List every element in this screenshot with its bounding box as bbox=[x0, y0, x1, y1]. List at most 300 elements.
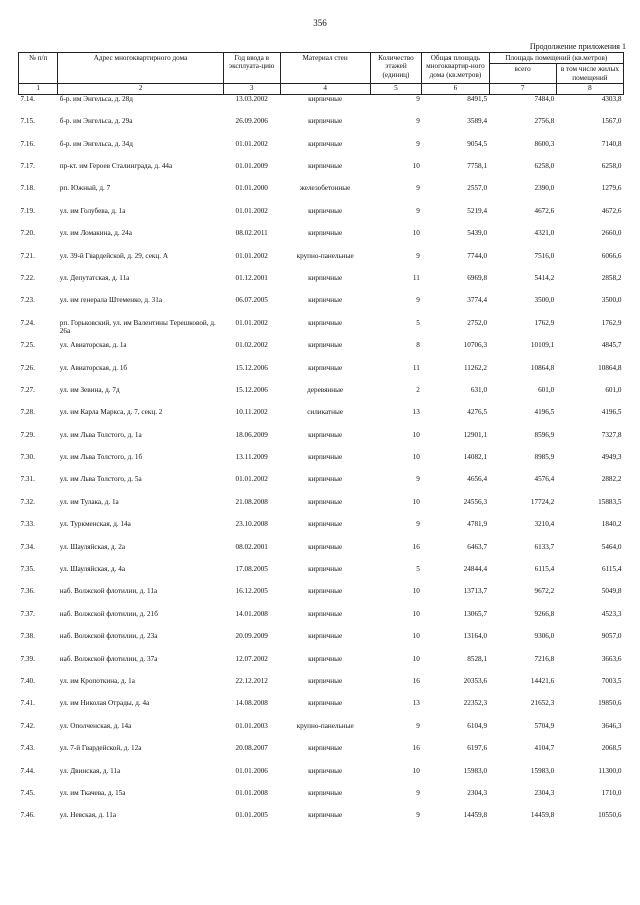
row-number-cell: 7.14. bbox=[20, 94, 35, 103]
residential-area-cell: 4845,7 bbox=[601, 341, 622, 350]
year-built-cell: 06.07.2005 bbox=[235, 296, 268, 305]
row-number-cell: 7.17. bbox=[20, 162, 35, 171]
address-cell: наб. Волжской флотилии, д. 11а bbox=[59, 587, 158, 596]
wall-material-cell: кирпичные bbox=[308, 430, 343, 439]
residential-area-cell: 4303,8 bbox=[601, 94, 622, 103]
premises-area-cell: 2756,8 bbox=[534, 117, 555, 126]
wall-material-cell: кирпичные bbox=[308, 587, 343, 596]
address-cell: ул. им Ткачева, д. 15а bbox=[59, 788, 126, 797]
address-cell: ул. Депутатская, д. 11а bbox=[59, 273, 130, 282]
premises-area-cell: 2304,3 bbox=[534, 788, 555, 797]
residential-area-cell: 7140,8 bbox=[601, 139, 622, 148]
address-cell: наб. Волжской флотилии, д. 37а bbox=[59, 654, 158, 663]
year-built-cell: 08.02.2001 bbox=[235, 542, 268, 551]
residential-area-cell: 6066,6 bbox=[601, 251, 622, 260]
premises-area-cell: 7484,0 bbox=[534, 94, 555, 103]
premises-area-cell: 2390,0 bbox=[534, 184, 555, 193]
address-cell: ул. Шауляйская, д. 4а bbox=[59, 565, 126, 574]
residential-area-cell: 5049,8 bbox=[601, 587, 622, 596]
residential-area-cell: 4949,3 bbox=[601, 453, 622, 462]
table-row bbox=[19, 655, 624, 677]
wall-material-cell: кирпичные bbox=[308, 565, 343, 574]
row-number-cell: 7.18. bbox=[20, 184, 35, 193]
row-number-cell: 7.33. bbox=[20, 520, 35, 529]
address-cell: ул. им Льва Толстого, д. 1а bbox=[59, 430, 142, 439]
row-number-cell: 7.40. bbox=[20, 677, 35, 685]
year-built-cell: 13.03.2002 bbox=[235, 94, 268, 103]
premises-area-cell: 14459,8 bbox=[530, 811, 555, 820]
row-number-cell: 7.24. bbox=[20, 318, 35, 327]
address-cell: ул. им генерала Штеменко, д. 31а bbox=[59, 296, 163, 305]
total-area-cell: 4781,9 bbox=[467, 520, 488, 529]
header-all: всего bbox=[489, 64, 556, 84]
total-area-cell: 12901,1 bbox=[463, 430, 488, 439]
residential-area-cell: 1840,2 bbox=[601, 520, 622, 529]
address-cell: ул. Двинская, д. 11а bbox=[59, 766, 121, 775]
year-built-cell: 01.01.2005 bbox=[235, 811, 268, 820]
total-area-cell: 7744,0 bbox=[467, 251, 488, 260]
row-number-cell: 7.19. bbox=[20, 206, 35, 215]
table-row bbox=[19, 117, 624, 139]
year-built-cell: 20.08.2007 bbox=[235, 744, 268, 753]
premises-area-cell: 10864,8 bbox=[530, 363, 555, 372]
housing-table bbox=[18, 52, 624, 834]
column-number: 1 bbox=[19, 83, 58, 94]
floors-cell: 9 bbox=[416, 184, 420, 193]
total-area-cell: 14082,1 bbox=[463, 453, 488, 462]
page-number: 356 bbox=[313, 18, 327, 28]
total-area-cell: 6969,8 bbox=[467, 273, 488, 282]
premises-area-cell: 5704,9 bbox=[534, 721, 555, 730]
premises-area-cell: 8596,9 bbox=[534, 430, 555, 439]
address-cell: ул. им Льва Толстого, д. 1б bbox=[59, 453, 143, 462]
year-built-cell: 08.02.2011 bbox=[235, 229, 268, 238]
table-row bbox=[19, 319, 624, 341]
header-row bbox=[19, 53, 624, 64]
floors-cell: 8 bbox=[416, 341, 420, 350]
row-number-cell: 7.29. bbox=[20, 430, 35, 439]
total-area-cell: 15983,0 bbox=[463, 766, 488, 775]
total-area-cell: 2557,0 bbox=[467, 184, 488, 193]
floors-cell: 16 bbox=[412, 677, 420, 685]
premises-area-cell: 9306,0 bbox=[534, 632, 555, 641]
year-built-cell: 16.12.2005 bbox=[235, 587, 268, 596]
row-number-cell: 7.42. bbox=[20, 721, 35, 730]
residential-area-cell: 3646,3 bbox=[601, 721, 622, 730]
residential-area-cell: 15883,5 bbox=[598, 497, 622, 506]
wall-material-cell: кирпичные bbox=[308, 520, 343, 529]
floors-cell: 10 bbox=[412, 587, 420, 596]
year-built-cell: 14.01.2008 bbox=[235, 609, 268, 618]
address-cell: б-р. им Энгельса, д. 28д bbox=[59, 94, 133, 103]
wall-material-cell: кирпичные bbox=[308, 677, 343, 685]
column-number: 7 bbox=[489, 83, 556, 94]
premises-area-cell: 14421,6 bbox=[530, 677, 555, 685]
table-row bbox=[19, 162, 624, 184]
table-row bbox=[19, 722, 624, 744]
premises-area-cell: 9266,8 bbox=[534, 609, 555, 618]
year-built-cell: 12.07.2002 bbox=[235, 654, 268, 663]
header-address: Адрес многоквартирного дома bbox=[58, 53, 223, 84]
row-number-cell: 7.21. bbox=[20, 251, 35, 260]
header-floors: Количество этажей (единиц) bbox=[370, 53, 422, 84]
table-row bbox=[19, 498, 624, 520]
wall-material-cell: силикатные bbox=[307, 408, 344, 417]
table-row bbox=[19, 94, 624, 117]
wall-material-cell: кирпичные bbox=[308, 497, 343, 506]
row-number-cell: 7.34. bbox=[20, 542, 35, 551]
total-area-cell: 8528,1 bbox=[467, 654, 488, 663]
premises-area-cell: 4672,6 bbox=[534, 206, 555, 215]
premises-area-cell: 10109,1 bbox=[530, 341, 555, 350]
address-cell: б-р. им Энгельса, д. 34д bbox=[59, 139, 133, 148]
row-number-cell: 7.22. bbox=[20, 273, 35, 282]
wall-material-cell: кирпичные bbox=[308, 273, 343, 282]
residential-area-cell: 1710,0 bbox=[601, 788, 622, 797]
total-area-cell: 2304,3 bbox=[467, 788, 488, 797]
total-area-cell: 11262,2 bbox=[463, 363, 488, 372]
residential-area-cell: 2882,2 bbox=[601, 475, 622, 484]
table-row bbox=[19, 632, 624, 654]
table-row bbox=[19, 587, 624, 609]
floors-cell: 13 bbox=[412, 699, 420, 708]
table-row bbox=[19, 744, 624, 766]
total-area-cell: 6197,6 bbox=[467, 744, 488, 753]
table-row bbox=[19, 475, 624, 497]
floors-cell: 9 bbox=[416, 206, 420, 215]
table-row bbox=[19, 677, 624, 699]
floors-cell: 10 bbox=[412, 229, 420, 238]
year-built-cell: 26.09.2006 bbox=[235, 117, 268, 126]
wall-material-cell: кирпичные bbox=[308, 117, 343, 126]
premises-area-cell: 9672,2 bbox=[534, 587, 555, 596]
year-built-cell: 01.01.2006 bbox=[235, 766, 268, 775]
year-built-cell: 18.06.2009 bbox=[235, 430, 268, 439]
floors-cell: 10 bbox=[412, 497, 420, 506]
header-total-area: Общая площадь многоквартир-ного дома (кв.метров) bbox=[422, 53, 489, 84]
wall-material-cell: кирпичные bbox=[308, 788, 343, 797]
total-area-cell: 24556,3 bbox=[463, 497, 488, 506]
floors-cell: 11 bbox=[412, 273, 420, 282]
address-cell: ул. Шауляйская, д. 2а bbox=[59, 542, 126, 551]
premises-area-cell: 6258,0 bbox=[534, 162, 555, 171]
residential-area-cell: 3663,6 bbox=[601, 654, 622, 663]
premises-area-cell: 7216,8 bbox=[534, 654, 555, 663]
address-cell: ул. 7-й Гвардейской, д. 12а bbox=[59, 744, 142, 753]
premises-area-cell: 4576,4 bbox=[534, 475, 555, 484]
address-cell: б-р. им Энгельса, д. 29а bbox=[59, 117, 133, 126]
premises-area-cell: 1762,9 bbox=[534, 318, 555, 327]
year-built-cell: 13.11.2009 bbox=[235, 453, 268, 462]
residential-area-cell: 1762,9 bbox=[601, 318, 622, 327]
floors-cell: 9 bbox=[416, 251, 420, 260]
total-area-cell: 20353,6 bbox=[463, 677, 488, 685]
address-cell: ул. Ополченская, д. 14а bbox=[59, 721, 132, 730]
column-number: 2 bbox=[58, 83, 223, 94]
floors-cell: 9 bbox=[416, 296, 420, 305]
wall-material-cell: деревянные bbox=[307, 385, 344, 394]
wall-material-cell: кирпичные bbox=[308, 206, 343, 215]
year-built-cell: 01.01.2002 bbox=[235, 318, 268, 327]
total-area-cell: 5439,0 bbox=[467, 229, 488, 238]
row-number-cell: 7.32. bbox=[20, 497, 35, 506]
wall-material-cell: кирпичные bbox=[308, 632, 343, 641]
row-number-cell: 7.28. bbox=[20, 408, 35, 417]
wall-material-cell: кирпичные bbox=[308, 94, 343, 103]
column-number: 3 bbox=[223, 83, 280, 94]
year-built-cell: 01.12.2001 bbox=[235, 273, 268, 282]
premises-area-cell: 5414,2 bbox=[534, 273, 555, 282]
floors-cell: 10 bbox=[412, 453, 420, 462]
total-area-cell: 14459,8 bbox=[463, 811, 488, 820]
wall-material-cell: кирпичные bbox=[308, 609, 343, 618]
total-area-cell: 6463,7 bbox=[467, 542, 488, 551]
row-number-cell: 7.30. bbox=[20, 453, 35, 462]
premises-area-cell: 8985,9 bbox=[534, 453, 555, 462]
year-built-cell: 01.01.2002 bbox=[235, 139, 268, 148]
premises-area-cell: 4104,7 bbox=[534, 744, 555, 753]
table-row bbox=[19, 520, 624, 542]
total-area-cell: 13164,0 bbox=[463, 632, 488, 641]
year-built-cell: 01.02.2002 bbox=[235, 341, 268, 350]
year-built-cell: 15.12.2006 bbox=[235, 363, 268, 372]
residential-area-cell: 601,0 bbox=[605, 385, 622, 394]
table-body bbox=[19, 94, 624, 833]
residential-area-cell: 3500,0 bbox=[601, 296, 622, 305]
address-cell: ул. Невская, д. 11а bbox=[59, 811, 117, 820]
wall-material-cell: кирпичные bbox=[308, 341, 343, 350]
address-cell: ул. Туркменская, д. 14а bbox=[59, 520, 131, 529]
column-number: 6 bbox=[422, 83, 489, 94]
total-area-cell: 22352,3 bbox=[463, 699, 488, 708]
row-number-cell: 7.23. bbox=[20, 296, 35, 305]
address-cell: ул. им Голубева, д. 1а bbox=[59, 206, 126, 215]
total-area-cell: 2752,0 bbox=[467, 318, 488, 327]
residential-area-cell: 10864,8 bbox=[598, 363, 622, 372]
year-built-cell: 01.01.2008 bbox=[235, 788, 268, 797]
column-number-row bbox=[19, 83, 624, 94]
table-row bbox=[19, 699, 624, 721]
floors-cell: 10 bbox=[412, 766, 420, 775]
premises-area-cell: 4321,0 bbox=[534, 229, 555, 238]
premises-area-cell: 17724,2 bbox=[530, 497, 555, 506]
residential-area-cell: 4196,5 bbox=[601, 408, 622, 417]
premises-area-cell: 3210,4 bbox=[534, 520, 555, 529]
table-row bbox=[19, 431, 624, 453]
residential-area-cell: 7327,8 bbox=[601, 430, 622, 439]
column-number: 4 bbox=[280, 83, 370, 94]
total-area-cell: 13065,7 bbox=[463, 609, 488, 618]
row-number-cell: 7.45. bbox=[20, 788, 35, 797]
floors-cell: 10 bbox=[412, 654, 420, 663]
row-number-cell: 7.44. bbox=[20, 766, 35, 775]
row-number-cell: 7.20. bbox=[20, 229, 35, 238]
table-row bbox=[19, 789, 624, 811]
table-row bbox=[19, 341, 624, 363]
wall-material-cell: кирпичные bbox=[308, 699, 343, 708]
premises-area-cell: 15983,0 bbox=[530, 766, 555, 775]
floors-cell: 2 bbox=[416, 385, 420, 394]
premises-area-cell: 4196,5 bbox=[534, 408, 555, 417]
table-row bbox=[19, 543, 624, 565]
premises-area-cell: 21652,3 bbox=[530, 699, 555, 708]
total-area-cell: 10706,3 bbox=[463, 341, 488, 350]
year-built-cell: 01.01.2000 bbox=[235, 184, 268, 193]
row-number-cell: 7.38. bbox=[20, 632, 35, 641]
wall-material-cell: кирпичные bbox=[308, 654, 343, 663]
total-area-cell: 4656,4 bbox=[467, 475, 488, 484]
header-residential: в том числе жилых помещений bbox=[556, 64, 623, 84]
row-number-cell: 7.39. bbox=[20, 654, 35, 663]
wall-material-cell: крупно-панельные bbox=[296, 721, 354, 730]
row-number-cell: 7.37. bbox=[20, 609, 35, 618]
residential-area-cell: 1279,6 bbox=[601, 184, 622, 193]
address-cell: рп. Горьковский, ул. им Валентины Терешковой, д. 26а bbox=[59, 318, 216, 336]
total-area-cell: 4276,5 bbox=[467, 408, 488, 417]
header-premises-area: Площадь помещений (кв.метров) bbox=[489, 53, 623, 64]
wall-material-cell: кирпичные bbox=[308, 475, 343, 484]
row-number-cell: 7.46. bbox=[20, 811, 35, 820]
row-number-cell: 7.26. bbox=[20, 363, 35, 372]
table-row bbox=[19, 565, 624, 587]
table-row bbox=[19, 453, 624, 475]
floors-cell: 9 bbox=[416, 117, 420, 126]
table-row bbox=[19, 274, 624, 296]
address-cell: ул. Авиаторская, д. 1а bbox=[59, 341, 127, 350]
year-built-cell: 17.08.2005 bbox=[235, 565, 268, 574]
total-area-cell: 8491,5 bbox=[467, 94, 488, 103]
table-row bbox=[19, 364, 624, 386]
address-cell: пр-кт. им Героев Сталинграда, д. 44а bbox=[59, 162, 173, 171]
year-built-cell: 21.08.2008 bbox=[235, 497, 268, 506]
column-number: 5 bbox=[370, 83, 422, 94]
residential-area-cell: 10550,6 bbox=[598, 811, 622, 820]
table-row bbox=[19, 386, 624, 408]
residential-area-cell: 6258,0 bbox=[601, 162, 622, 171]
residential-area-cell: 11300,0 bbox=[598, 766, 622, 775]
table-row bbox=[19, 184, 624, 206]
address-cell: ул. Авиаторская, д. 1б bbox=[59, 363, 128, 372]
premises-area-cell: 3500,0 bbox=[534, 296, 555, 305]
table-row bbox=[19, 767, 624, 789]
floors-cell: 10 bbox=[412, 632, 420, 641]
year-built-cell: 01.01.2003 bbox=[235, 721, 268, 730]
floors-cell: 9 bbox=[416, 520, 420, 529]
floors-cell: 13 bbox=[412, 408, 420, 417]
floors-cell: 11 bbox=[412, 363, 420, 372]
total-area-cell: 3774,4 bbox=[467, 296, 488, 305]
floors-cell: 10 bbox=[412, 430, 420, 439]
total-area-cell: 7758,1 bbox=[467, 162, 488, 171]
address-cell: ул. им Ломакина, д. 24а bbox=[59, 229, 132, 238]
address-cell: ул. им Льва Толстого, д. 5а bbox=[59, 475, 142, 484]
header-no: № п/п bbox=[19, 53, 58, 84]
floors-cell: 9 bbox=[416, 721, 420, 730]
total-area-cell: 631,0 bbox=[470, 385, 488, 394]
floors-cell: 9 bbox=[416, 139, 420, 148]
table-row bbox=[19, 296, 624, 318]
column-number: 8 bbox=[556, 83, 623, 94]
total-area-cell: 5219,4 bbox=[467, 206, 488, 215]
wall-material-cell: кирпичные bbox=[308, 229, 343, 238]
residential-area-cell: 2858,2 bbox=[601, 273, 622, 282]
total-area-cell: 9054,5 bbox=[467, 139, 488, 148]
floors-cell: 16 bbox=[412, 542, 420, 551]
residential-area-cell: 9057,0 bbox=[601, 632, 622, 641]
address-cell: наб. Волжской флотилии, д. 23а bbox=[59, 632, 158, 641]
wall-material-cell: кирпичные bbox=[308, 139, 343, 148]
premises-area-cell: 6115,4 bbox=[534, 565, 555, 574]
premises-area-cell: 6133,7 bbox=[534, 542, 555, 551]
wall-material-cell: железобетонные bbox=[299, 184, 351, 193]
residential-area-cell: 6115,4 bbox=[602, 565, 622, 574]
row-number-cell: 7.31. bbox=[20, 475, 35, 484]
total-area-cell: 24844,4 bbox=[463, 565, 488, 574]
address-cell: ул. 39-й Гвардейской, д. 29, секц. А bbox=[59, 251, 169, 260]
premises-area-cell: 8600,3 bbox=[534, 139, 555, 148]
table-row bbox=[19, 811, 624, 833]
total-area-cell: 3589,4 bbox=[467, 117, 488, 126]
floors-cell: 9 bbox=[416, 475, 420, 484]
year-built-cell: 01.01.2009 bbox=[235, 162, 268, 171]
wall-material-cell: кирпичные bbox=[308, 296, 343, 305]
address-cell: ул. им Тулака, д. 1а bbox=[59, 497, 119, 506]
table-row bbox=[19, 140, 624, 162]
address-cell: наб. Волжской флотилии, д. 21б bbox=[59, 609, 158, 618]
row-number-cell: 7.15. bbox=[20, 117, 35, 126]
year-built-cell: 10.11.2002 bbox=[235, 408, 268, 417]
total-area-cell: 6104,9 bbox=[467, 721, 488, 730]
premises-area-cell: 601,0 bbox=[538, 385, 555, 394]
wall-material-cell: кирпичные bbox=[308, 162, 343, 171]
floors-cell: 5 bbox=[416, 318, 420, 327]
premises-area-cell: 7516,0 bbox=[534, 251, 555, 260]
table-row bbox=[19, 610, 624, 632]
header-year: Год ввода в эксплуата-цию bbox=[223, 53, 280, 84]
wall-material-cell: кирпичные bbox=[308, 542, 343, 551]
continuation-note: Продолжение приложения 1 bbox=[529, 42, 626, 51]
address-cell: рп. Южный, д. 7 bbox=[59, 184, 111, 193]
year-built-cell: 15.12.2006 bbox=[235, 385, 268, 394]
wall-material-cell: кирпичные bbox=[308, 766, 343, 775]
floors-cell: 10 bbox=[412, 162, 420, 171]
wall-material-cell: кирпичные bbox=[308, 744, 343, 753]
floors-cell: 9 bbox=[416, 811, 420, 820]
wall-material-cell: кирпичные bbox=[308, 811, 343, 820]
residential-area-cell: 2660,0 bbox=[601, 229, 622, 238]
table-row bbox=[19, 252, 624, 274]
residential-area-cell: 7003,5 bbox=[601, 677, 622, 685]
wall-material-cell: крупно-панельные bbox=[296, 251, 354, 260]
year-built-cell: 01.01.2002 bbox=[235, 475, 268, 484]
year-built-cell: 22.12.2012 bbox=[235, 677, 268, 685]
row-number-cell: 7.16. bbox=[20, 139, 35, 148]
address-cell: ул. им Зевина, д. 7д bbox=[59, 385, 120, 394]
year-built-cell: 23.10.2008 bbox=[235, 520, 268, 529]
row-number-cell: 7.41. bbox=[20, 699, 35, 708]
table-row bbox=[19, 229, 624, 251]
total-area-cell: 13713,7 bbox=[463, 587, 488, 596]
floors-cell: 9 bbox=[416, 788, 420, 797]
address-cell: ул. им Кропоткина, д. 1а bbox=[59, 677, 135, 685]
residential-area-cell: 5464,0 bbox=[601, 542, 622, 551]
residential-area-cell: 19850,6 bbox=[598, 699, 622, 708]
address-cell: ул. им Николая Отрады, д. 4а bbox=[59, 699, 150, 708]
year-built-cell: 01.01.2002 bbox=[235, 251, 268, 260]
floors-cell: 9 bbox=[416, 94, 420, 103]
row-number-cell: 7.27. bbox=[20, 385, 35, 394]
row-number-cell: 7.43. bbox=[20, 744, 35, 753]
